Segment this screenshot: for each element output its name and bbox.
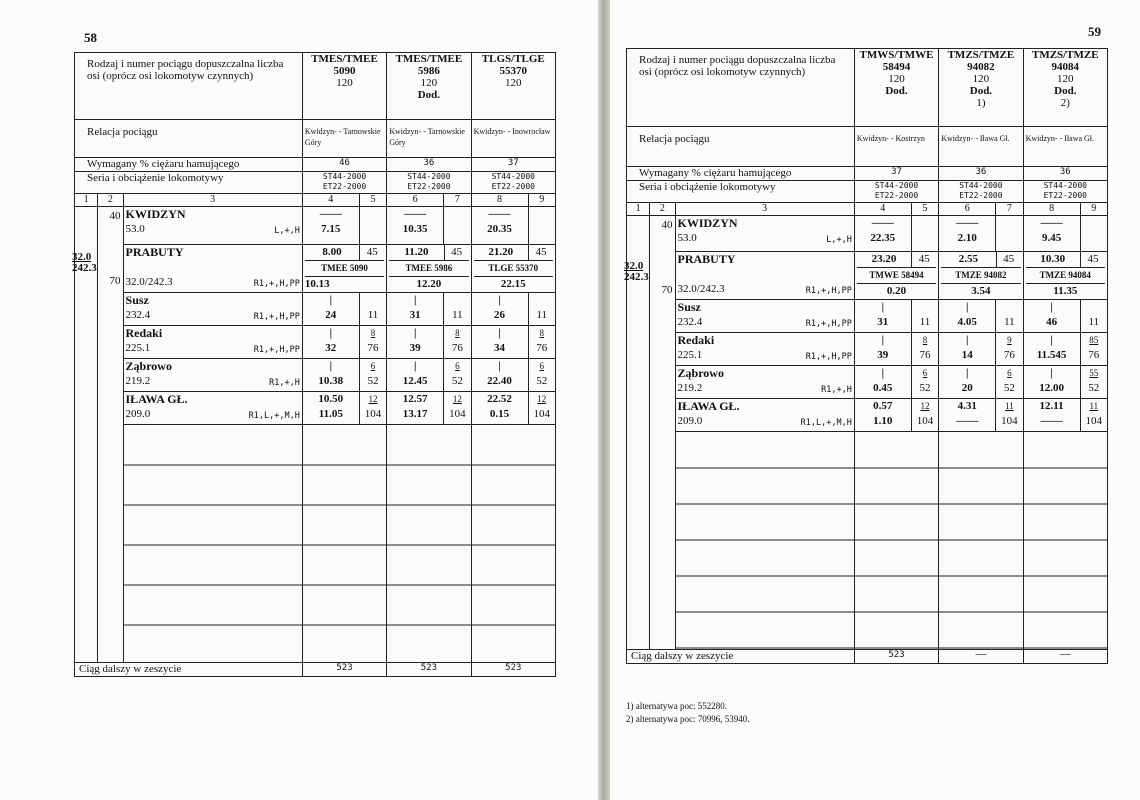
loco-label: Seria i obciążenie lokomotywy (627, 181, 855, 203)
footer-label: Ciąg dalszy w zeszycie (75, 663, 303, 677)
time-cell: | 14 (939, 333, 996, 366)
footer-value: 523 (471, 663, 555, 677)
brake-value: 46 (302, 158, 386, 172)
table-row: Ząbrowo 219.2 R1,+,H | 10.38 6 52 | 12.45 6 52 | 22.40 6 52 (75, 359, 556, 392)
time-cell: 12.11 —— (1023, 399, 1080, 432)
train-header: TMES/TMEE 5986 120 Dod. (387, 53, 471, 120)
relation-cell: Kwidzyn- - Iława Gł. (1023, 127, 1107, 167)
time-cell: | 24 (302, 293, 359, 326)
footer-value: —— (1023, 650, 1107, 664)
empty-rows (75, 425, 556, 663)
station-cell: IŁAWA GŁ. 209.0 R1,L,+,M,H (675, 399, 854, 432)
speed-value: 70 (661, 284, 673, 296)
footer-row (627, 650, 1108, 664)
table-row: Susz 232.4 R1,+,H,PP | 24 11 | 31 11 | 26 11 (75, 293, 556, 326)
station-cell: PRABUTY 32.0/242.3 R1,+,H,PP (675, 252, 854, 300)
time-cell: 10.50 11.05 (302, 392, 359, 425)
time-cell: | 31 (387, 293, 444, 326)
time-cell: | 32 (302, 326, 359, 359)
loco-value: ST44-2000 ET22-2000 (302, 172, 386, 194)
station-cell: IŁAWA GŁ. 209.0 R1,L,+,M,H (123, 392, 302, 425)
col-num: 5 (359, 194, 386, 207)
time-cell: —— 22.35 (854, 216, 911, 252)
table-row: IŁAWA GŁ. 209.0 R1,L,+,M,H 10.50 11.05 12 104 12.57 13.17 12 104 22.52 0.15 12 104 (75, 392, 556, 425)
station-cell: KWIDZYN 53.0 L,+,H (123, 207, 302, 245)
footnotes (626, 700, 749, 726)
footer-label: Ciąg dalszy w zeszycie (627, 650, 855, 664)
time-cell: | 10.38 (302, 359, 359, 392)
time-cell: | 12.45 (387, 359, 444, 392)
train-header: TMWS/TMWE 58494 120 Dod. (854, 49, 938, 127)
column-numbers-row (627, 203, 1108, 216)
km-mark: 32.0 (72, 251, 92, 263)
brake-label: Wymagany % ciężaru hamującego (75, 158, 303, 172)
relation-cell: Kwidzyn- - Tarnowskie Góry (302, 120, 386, 158)
brake-value: 36 (1023, 167, 1107, 181)
station-cell: KWIDZYN 53.0 L,+,H (675, 216, 854, 252)
km-mark: 32.0 (624, 260, 644, 272)
loco-value: ST44-2000 ET22-2000 (854, 181, 938, 203)
empty-rows (627, 432, 1108, 650)
time-cell: | 4.05 (939, 300, 996, 333)
station-cell: PRABUTY 32.0/242.3 R1,+,H,PP (123, 245, 302, 293)
time-cell: —— 7.15 (302, 207, 359, 245)
relation-label: Relacja pociągu (627, 127, 855, 167)
table-row (627, 216, 1108, 252)
loco-label: Seria i obciążenie lokomotywy (75, 172, 303, 194)
footnote: 2) alternatywa poc: 70996, 53940. (626, 714, 750, 724)
col-num: 1 (627, 203, 650, 216)
station-cell: Ząbrowo 219.2 R1,+,H (123, 359, 302, 392)
brake-value: 37 (854, 167, 938, 181)
speed-column (650, 216, 675, 650)
train-kind-header: Rodzaj i numer pociągu dopuszczalna liczba osi (oprócz osi lokomotyw czynnych) (75, 53, 303, 120)
footnote: 1) alternatywa poc: 552280. (626, 701, 727, 711)
brake-value: 37 (471, 158, 555, 172)
timetable-right (626, 48, 1108, 664)
footer-value: —— (939, 650, 1023, 664)
table-row: Redaki 225.1 R1,+,H,PP | 39 8 76 | 14 9 76 | 11.545 85 76 (627, 333, 1108, 366)
time-cell: 2.55 45 TMZE 94082 3.54 (939, 252, 1023, 300)
speed-value: 70 (109, 275, 121, 287)
time-cell: —— 2.10 (939, 216, 996, 252)
table-row (75, 207, 556, 245)
page-number: 59 (1088, 24, 1101, 39)
book-gutter (598, 0, 610, 800)
table-row: Redaki 225.1 R1,+,H,PP | 32 8 76 | 39 8 76 | 34 8 76 (75, 326, 556, 359)
time-cell: 21.20 45 TLGE 55370 22.15 (471, 245, 555, 293)
col-num: 7 (996, 203, 1023, 216)
station-cell: Redaki 225.1 R1,+,H,PP (123, 326, 302, 359)
table-row: Ząbrowo 219.2 R1,+,H | 0.45 6 52 | 20 6 52 | 12.00 55 52 (627, 366, 1108, 399)
station-cell: Redaki 225.1 R1,+,H,PP (675, 333, 854, 366)
station-cell: Susz 232.4 R1,+,H,PP (675, 300, 854, 333)
speed-column (98, 207, 123, 663)
km-column (72, 207, 98, 663)
brake-value: 36 (387, 158, 471, 172)
loco-value: ST44-2000 ET22-2000 (471, 172, 555, 194)
time-cell: | 31 (854, 300, 911, 333)
km-mark: 242.3 (72, 262, 97, 274)
table-row: IŁAWA GŁ. 209.0 R1,L,+,M,H 0.57 1.10 12 104 4.31 —— 11 104 12.11 —— 11 104 (627, 399, 1108, 432)
loco-value: ST44-2000 ET22-2000 (387, 172, 471, 194)
station-cell: Ząbrowo 219.2 R1,+,H (675, 366, 854, 399)
col-num: 8 (1023, 203, 1080, 216)
train-kind-header: Rodzaj i numer pociągu dopuszczalna liczba osi (oprócz osi lokomotyw czynnych) (627, 49, 855, 127)
col-num: 6 (387, 194, 444, 207)
time-cell: | 22.40 (471, 359, 528, 392)
time-cell: —— 20.35 (471, 207, 528, 245)
time-cell: 10.30 45 TMZE 94084 11.35 (1023, 252, 1107, 300)
train-header: TMES/TMEE 5090 120 (302, 53, 386, 120)
train-header: TMZS/TMZE 94084 120 Dod. 2) (1023, 49, 1107, 127)
speed-value: 40 (109, 210, 121, 222)
right-page (610, 0, 1140, 800)
time-cell: | 20 (939, 366, 996, 399)
relation-cell: Kwidzyn- - Iława Gł. (939, 127, 1023, 167)
station-cell: Susz 232.4 R1,+,H,PP (123, 293, 302, 326)
timetable-left (74, 52, 556, 677)
brake-value: 36 (939, 167, 1023, 181)
time-cell: 12.57 13.17 (387, 392, 444, 425)
train-header: TLGS/TLGE 55370 120 (471, 53, 555, 120)
col-num: 4 (302, 194, 359, 207)
col-num: 6 (939, 203, 996, 216)
time-cell: | 39 (854, 333, 911, 366)
col-num: 9 (1080, 203, 1107, 216)
time-cell: 11.20 45 TMEE 5986 12.20 (387, 245, 471, 293)
relation-label: Relacja pociągu (75, 120, 303, 158)
col-num: 7 (444, 194, 471, 207)
time-cell: | 11.545 (1023, 333, 1080, 366)
footer-value: 523 (302, 663, 386, 677)
time-cell: | 46 (1023, 300, 1080, 333)
column-numbers-row (75, 194, 556, 207)
table-row (75, 245, 556, 293)
relation-cell: Kwidzyn- - Inowrocław (471, 120, 555, 158)
time-cell: 23.20 45 TMWE 58494 0.20 (854, 252, 938, 300)
col-num: 9 (528, 194, 555, 207)
col-num: 3 (675, 203, 854, 216)
col-num: 3 (123, 194, 302, 207)
relation-cell: Kwidzyn- - Kostrzyn (854, 127, 938, 167)
col-num: 5 (911, 203, 938, 216)
time-cell: —— 9.45 (1023, 216, 1080, 252)
time-cell: 0.57 1.10 (854, 399, 911, 432)
relation-cell: Kwidzyn- - Tarnowskie Góry (387, 120, 471, 158)
speed-value: 40 (661, 219, 673, 231)
loco-value: ST44-2000 ET22-2000 (939, 181, 1023, 203)
time-cell: 8.00 45 TMEE 5090 10.13 (302, 245, 386, 293)
km-column (624, 216, 650, 650)
col-num: 2 (650, 203, 675, 216)
time-cell: | 34 (471, 326, 528, 359)
time-cell: | 39 (387, 326, 444, 359)
time-cell: | 12.00 (1023, 366, 1080, 399)
footer-row (75, 663, 556, 677)
col-num: 8 (471, 194, 528, 207)
time-cell: | 26 (471, 293, 528, 326)
train-header: TMZS/TMZE 94082 120 Dod. 1) (939, 49, 1023, 127)
col-num: 4 (854, 203, 911, 216)
table-row: Susz 232.4 R1,+,H,PP | 31 11 | 4.05 11 | 46 11 (627, 300, 1108, 333)
time-cell: 22.52 0.15 (471, 392, 528, 425)
time-cell: 4.31 —— (939, 399, 996, 432)
table-row (627, 252, 1108, 300)
footer-value: 523 (854, 650, 938, 664)
brake-label: Wymagany % ciężaru hamującego (627, 167, 855, 181)
time-cell: | 0.45 (854, 366, 911, 399)
footer-value: 523 (387, 663, 471, 677)
page-number: 58 (84, 30, 97, 45)
col-num: 2 (98, 194, 123, 207)
col-num: 1 (75, 194, 98, 207)
time-cell: —— 10.35 (387, 207, 444, 245)
km-mark: 242.3 (624, 271, 649, 283)
loco-value: ST44-2000 ET22-2000 (1023, 181, 1107, 203)
